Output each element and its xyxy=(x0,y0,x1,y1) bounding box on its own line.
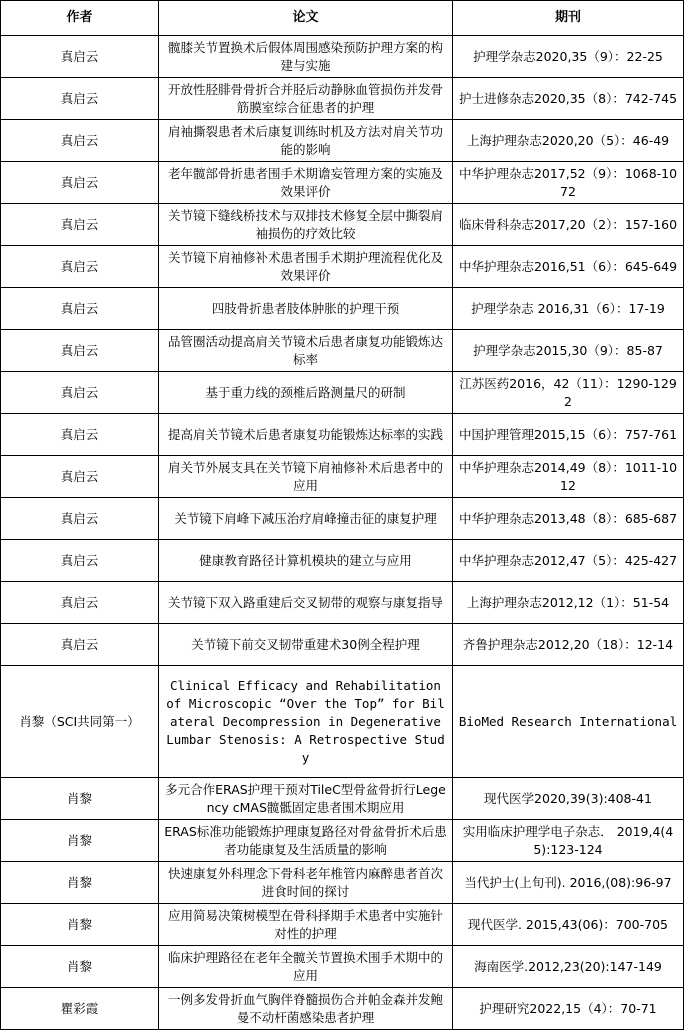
cell-journal: 江苏医药2016，42（11）：1290-1292 xyxy=(453,372,684,414)
cell-paper: 髋膝关节置换术后假体周围感染预防护理方案的构建与实施 xyxy=(159,36,453,78)
table-row xyxy=(1,414,684,456)
cell-author: 肖黎 xyxy=(1,862,159,904)
table-row xyxy=(1,582,684,624)
header-journal: 期刊 xyxy=(453,1,684,36)
header-row xyxy=(1,1,684,36)
table-row xyxy=(1,162,684,204)
table-row xyxy=(1,946,684,988)
cell-journal: BioMed Research International xyxy=(453,666,684,778)
cell-author: 真启云 xyxy=(1,498,159,540)
table-row xyxy=(1,624,684,666)
table-row xyxy=(1,78,684,120)
table-row xyxy=(1,862,684,904)
cell-author: 肖黎 xyxy=(1,778,159,820)
cell-author: 真启云 xyxy=(1,330,159,372)
cell-journal: 当代护士(上旬刊). 2016,(08):96-97 xyxy=(453,862,684,904)
cell-author: 真启云 xyxy=(1,540,159,582)
cell-paper: ERAS标准功能锻炼护理康复路径对骨盆骨折术后患者功能康复及生活质量的影响 xyxy=(159,820,453,862)
cell-journal: 上海护理杂志2020,20（5）：46-49 xyxy=(453,120,684,162)
cell-paper: 应用简易决策树模型在骨科择期手术患者中实施针对性的护理 xyxy=(159,904,453,946)
cell-journal: 中华护理杂志2012,47（5）：425-427 xyxy=(453,540,684,582)
cell-journal: 护士进修杂志2020,35（8）：742-745 xyxy=(453,78,684,120)
cell-author: 肖黎（SCI共同第一） xyxy=(1,666,159,778)
table-row xyxy=(1,456,684,498)
table-row xyxy=(1,904,684,946)
cell-journal: 中华护理杂志2013,48（8）：685-687 xyxy=(453,498,684,540)
table-row xyxy=(1,988,684,1030)
cell-author: 肖黎 xyxy=(1,904,159,946)
cell-author: 真启云 xyxy=(1,288,159,330)
cell-paper: 临床护理路径在老年全髋关节置换术围手术期中的应用 xyxy=(159,946,453,988)
table-row xyxy=(1,778,684,820)
table-row xyxy=(1,246,684,288)
cell-paper: 提高肩关节镜术后患者康复功能锻炼达标率的实践 xyxy=(159,414,453,456)
cell-journal: 中国护理管理2015,15（6）：757-761 xyxy=(453,414,684,456)
cell-author: 肖黎 xyxy=(1,820,159,862)
table-row xyxy=(1,498,684,540)
cell-author: 真启云 xyxy=(1,78,159,120)
cell-author: 真启云 xyxy=(1,456,159,498)
cell-author: 肖黎 xyxy=(1,946,159,988)
cell-journal: 实用临床护理学电子杂志． 2019,4(45):123-124 xyxy=(453,820,684,862)
header-paper: 论文 xyxy=(159,1,453,36)
cell-author: 真启云 xyxy=(1,162,159,204)
cell-paper: 关节镜下肩袖修补术患者围手术期护理流程优化及效果评价 xyxy=(159,246,453,288)
cell-journal: 中华护理杂志2016,51（6）：645-649 xyxy=(453,246,684,288)
cell-author: 真启云 xyxy=(1,372,159,414)
cell-author: 真启云 xyxy=(1,624,159,666)
cell-paper: 开放性胫腓骨骨折合并胫后动静脉血管损伤并发骨筋膜室综合征患者的护理 xyxy=(159,78,453,120)
cell-author: 真启云 xyxy=(1,204,159,246)
table-row xyxy=(1,204,684,246)
cell-paper: 肩关节外展支具在关节镜下肩袖修补术后患者中的应用 xyxy=(159,456,453,498)
cell-author: 真启云 xyxy=(1,120,159,162)
table-row xyxy=(1,36,684,78)
cell-journal: 现代医学. 2015,43(06)：700-705 xyxy=(453,904,684,946)
cell-author: 瞿彩霞 xyxy=(1,988,159,1030)
cell-paper: 基于重力线的颈椎后路测量尺的研制 xyxy=(159,372,453,414)
cell-journal: 中华护理杂志2017,52（9）：1068-1072 xyxy=(453,162,684,204)
table-row xyxy=(1,372,684,414)
cell-journal: 齐鲁护理杂志2012,20（18）：12-14 xyxy=(453,624,684,666)
cell-author: 真启云 xyxy=(1,246,159,288)
cell-paper: 快速康复外科理念下骨科老年椎管内麻醉患者首次进食时间的探讨 xyxy=(159,862,453,904)
cell-journal: 上海护理杂志2012,12（1）：51-54 xyxy=(453,582,684,624)
cell-journal: 海南医学.2012,23(20):147-149 xyxy=(453,946,684,988)
table-row xyxy=(1,540,684,582)
cell-paper: 四肢骨折患者肢体肿胀的护理干预 xyxy=(159,288,453,330)
cell-author: 真启云 xyxy=(1,414,159,456)
cell-paper: 老年髋部骨折患者围手术期谵妄管理方案的实施及效果评价 xyxy=(159,162,453,204)
cell-journal: 护理学杂志 2016,31（6）：17-19 xyxy=(453,288,684,330)
cell-paper: 品管圈活动提高肩关节镜术后患者康复功能锻炼达标率 xyxy=(159,330,453,372)
cell-paper: 关节镜下肩峰下减压治疗肩峰撞击征的康复护理 xyxy=(159,498,453,540)
cell-paper: 肩袖撕裂患者术后康复训练时机及方法对肩关节功能的影响 xyxy=(159,120,453,162)
table-body xyxy=(1,36,684,1030)
cell-paper: 关节镜下缝线桥技术与双排技术修复全层中撕裂肩袖损伤的疗效比较 xyxy=(159,204,453,246)
cell-journal: 现代医学2020,39(3):408-41 xyxy=(453,778,684,820)
cell-author: 真启云 xyxy=(1,582,159,624)
cell-journal: 临床骨科杂志2017,20（2）：157-160 xyxy=(453,204,684,246)
cell-paper: 关节镜下双入路重建后交叉韧带的观察与康复指导 xyxy=(159,582,453,624)
cell-author: 真启云 xyxy=(1,36,159,78)
table-row xyxy=(1,288,684,330)
cell-paper: Clinical Efficacy and Rehabilitation of Microscopic “Over the Top” for Bilateral Decompression in Degenerative Lumbar Stenosis: A Retrospective Study xyxy=(159,666,453,778)
cell-paper: 多元合作ERAS护理干预对TileC型骨盆骨折行Legency cMAS髋骶固定患者围术期应用 xyxy=(159,778,453,820)
cell-paper: 关节镜下前交叉韧带重建术30例全程护理 xyxy=(159,624,453,666)
cell-paper: 一例多发骨折血气胸伴脊髓损伤合并帕金森并发鲍曼不动杆菌感染患者护理 xyxy=(159,988,453,1030)
cell-journal: 中华护理杂志2014,49（8）：1011-1012 xyxy=(453,456,684,498)
cell-paper: 健康教育路径计算机模块的建立与应用 xyxy=(159,540,453,582)
table-row xyxy=(1,330,684,372)
table-row xyxy=(1,820,684,862)
cell-journal: 护理学杂志2020,35（9）：22-25 xyxy=(453,36,684,78)
cell-journal: 护理学杂志2015,30（9）：85-87 xyxy=(453,330,684,372)
header-author: 作者 xyxy=(1,1,159,36)
table-row xyxy=(1,120,684,162)
table-row xyxy=(1,666,684,778)
cell-journal: 护理研究2022,15（4）：70-71 xyxy=(453,988,684,1030)
